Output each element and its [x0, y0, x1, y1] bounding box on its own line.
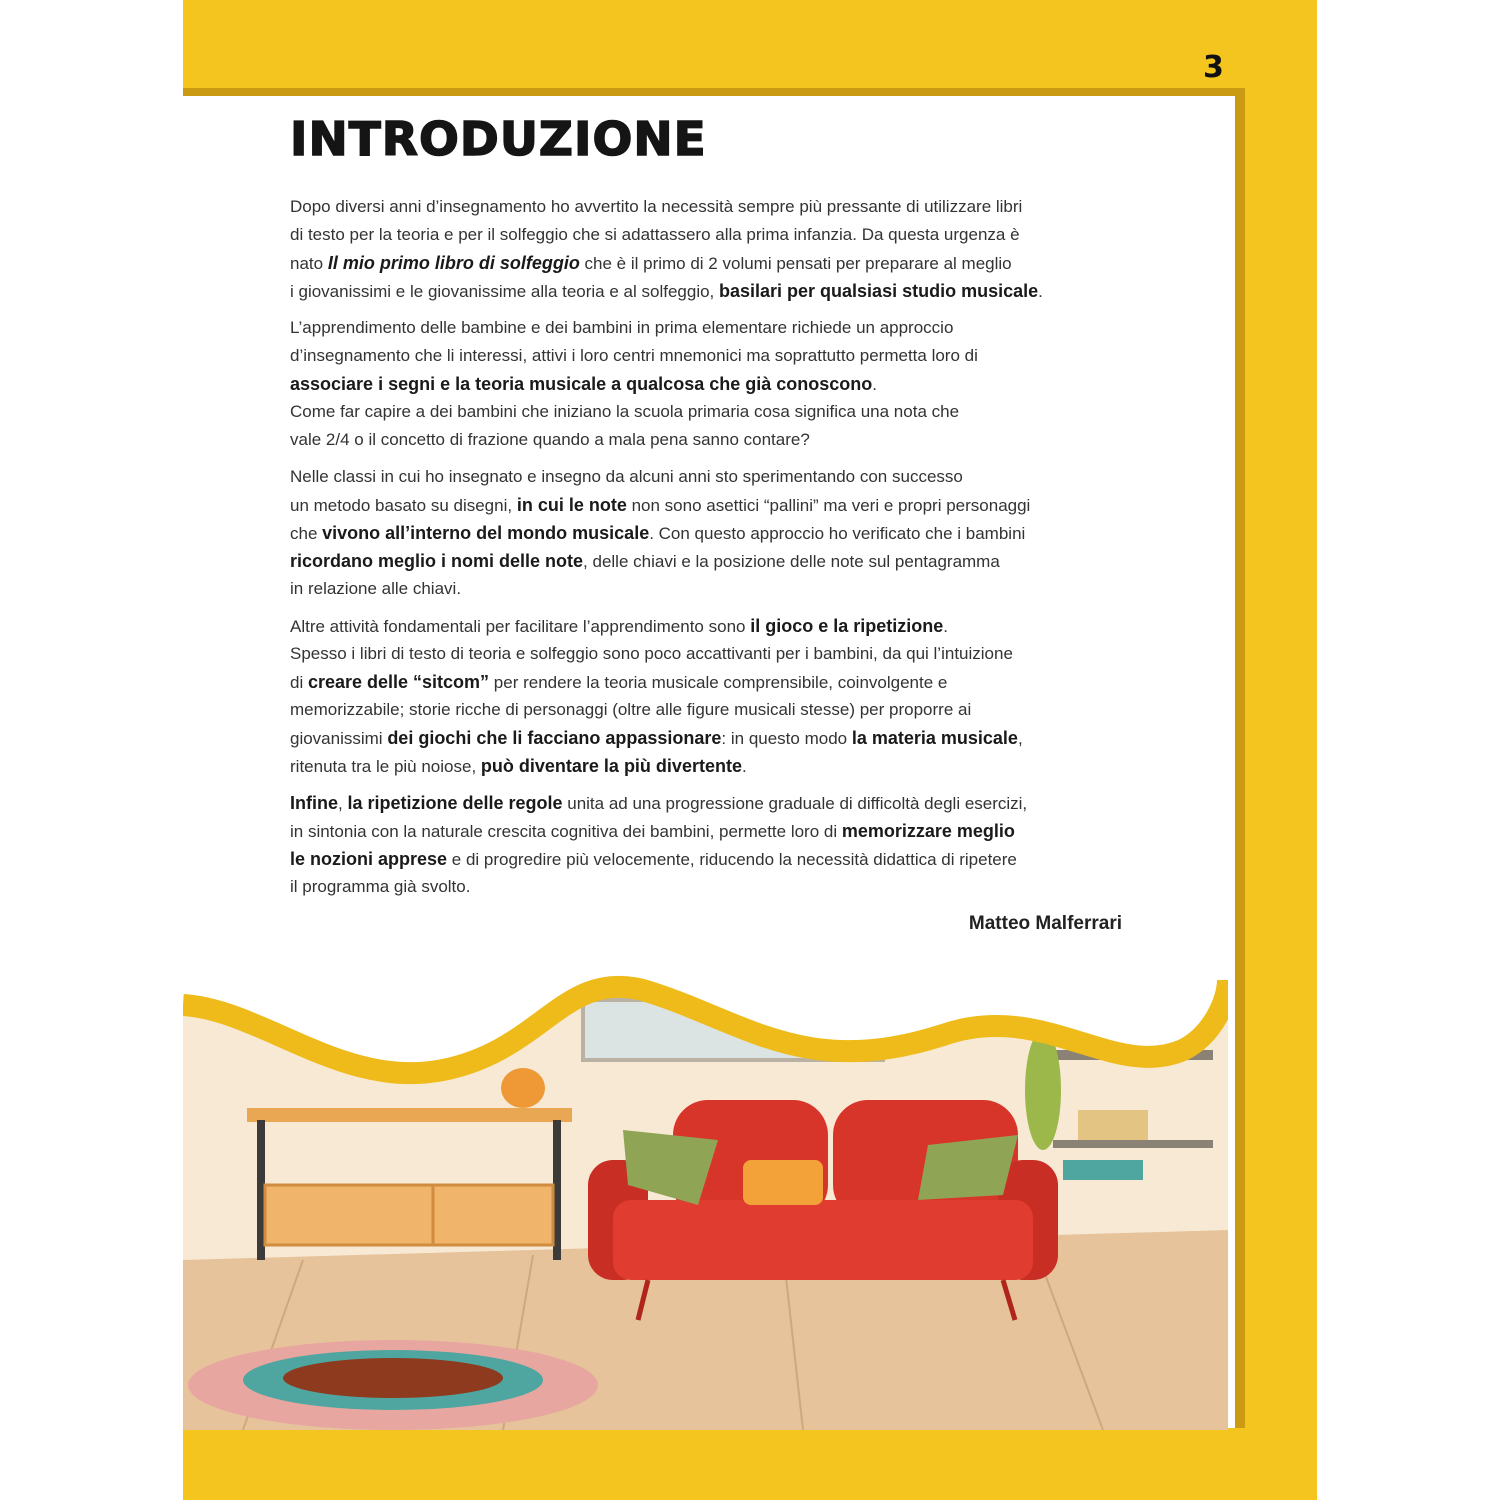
text-line	[290, 463, 1210, 491]
toy-car	[743, 1160, 823, 1205]
text-segment: di	[290, 673, 308, 692]
teapot	[501, 1068, 545, 1108]
emphasis-text: vivono all’interno del mondo musicale	[322, 523, 650, 543]
text-line	[290, 696, 1210, 724]
text-line	[290, 640, 1210, 668]
text-segment: i giovanissimi e le giovanissime alla teoria e al solfeggio,	[290, 282, 719, 301]
text-line	[290, 277, 1210, 305]
emphasis-text: basilari per qualsiasi studio musicale	[719, 281, 1039, 301]
plant	[1025, 1030, 1061, 1150]
introduction-text	[290, 193, 1210, 910]
emphasis-text: associare i segni e la teoria musicale a qualcosa che già conoscono	[290, 374, 873, 394]
text-segment: nato	[290, 254, 328, 273]
text-segment: d’insegnamento che li interessi, attivi i loro centri mnemonici ma soprattutto permetta loro di	[290, 346, 978, 365]
text-segment: e di progredire più velocemente, riducendo la necessità didattica di ripetere	[447, 850, 1017, 869]
emphasis-text: la materia musicale	[851, 728, 1018, 748]
text-line	[290, 724, 1210, 752]
text-line	[290, 547, 1210, 575]
text-segment: che è il primo di 2 volumi pensati per preparare al meglio	[579, 254, 1012, 273]
text-segment: , delle chiavi e la posizione delle note sul pentagramma	[583, 552, 1000, 571]
emphasis-text: creare delle “sitcom”	[307, 672, 490, 692]
text-line	[290, 575, 1210, 603]
text-segment: giovanissimi	[290, 729, 388, 748]
text-segment: .	[872, 375, 877, 394]
text-segment: in relazione alle chiavi.	[290, 579, 462, 598]
paragraph	[290, 612, 1210, 780]
text-segment: .	[943, 617, 948, 636]
page-number: 3	[1203, 50, 1224, 85]
text-line	[290, 668, 1210, 696]
text-line	[290, 873, 1210, 901]
text-segment: . Con questo approccio ho verificato che i bambini	[649, 524, 1026, 543]
text-segment: unita ad una progressione graduale di difficoltà degli esercizi,	[562, 794, 1028, 813]
text-segment: .	[741, 757, 747, 776]
emphasis-text: memorizzare meglio	[841, 821, 1015, 841]
books	[1078, 1110, 1148, 1140]
text-line	[290, 370, 1210, 398]
text-line	[290, 817, 1210, 845]
text-line	[290, 789, 1210, 817]
living-room-illustration	[183, 960, 1228, 1430]
emphasis-text: ricordano meglio i nomi delle note	[290, 551, 584, 571]
text-segment: Nelle classi in cui ho insegnato e insegno da alcuni anni sto sperimentando con successo	[290, 467, 963, 486]
emphasis-text: Il mio primo libro di solfeggio	[327, 253, 580, 273]
text-segment: memorizzabile; storie ricche di personaggi (oltre alle figure musicali stesse) per proporre ai	[290, 700, 972, 719]
page-title: INTRODUZIONE	[290, 112, 707, 166]
paragraph	[290, 193, 1210, 305]
text-line	[290, 491, 1210, 519]
emphasis-text: in cui le note	[516, 495, 627, 515]
text-segment: Dopo diversi anni d’insegnamento ho avvertito la necessità sempre più pressante di utilizzare libri	[290, 197, 1023, 216]
emphasis-text: può diventare la più divertente	[480, 756, 742, 776]
text-segment: vale 2/4 o il concetto di frazione quando a mala pena sanno contare?	[290, 430, 810, 449]
text-segment: in sintonia con la naturale crescita cognitiva dei bambini, permette loro di	[290, 822, 842, 841]
text-line	[290, 249, 1210, 277]
text-line	[290, 845, 1210, 873]
text-segment: Spesso i libri di testo di teoria e solfeggio sono poco accattivanti per i bambini, da qui l’intuizione	[290, 644, 1013, 663]
text-segment: .	[1038, 282, 1043, 301]
emphasis-text: le nozioni apprese	[290, 849, 448, 869]
rug	[188, 1340, 598, 1430]
text-line	[290, 221, 1210, 249]
text-segment: ,	[1017, 729, 1023, 748]
text-segment: il programma già svolto.	[290, 877, 471, 896]
text-line	[290, 426, 1210, 454]
text-line	[290, 752, 1210, 780]
text-line	[290, 342, 1210, 370]
paragraph	[290, 789, 1210, 901]
text-segment: ritenuta tra le più noiose,	[290, 757, 481, 776]
text-segment: che	[290, 524, 323, 543]
text-line	[290, 193, 1210, 221]
emphasis-text: il gioco e la ripetizione	[750, 616, 944, 636]
text-segment: di testo per la teoria e per il solfeggio che si adattassero alla prima infanzia. Da questa urgenza è	[290, 225, 1020, 244]
text-line	[290, 519, 1210, 547]
text-segment: Come far capire a dei bambini che iniziano la scuola primaria cosa significa una nota che	[290, 402, 960, 421]
emphasis-text: dei giochi che li facciano appassionare	[387, 728, 722, 748]
author-signature: Matteo Malferrari	[968, 913, 1122, 934]
emphasis-text: Infine	[290, 793, 338, 813]
text-segment: non sono asettici “pallini” ma veri e propri personaggi	[626, 496, 1031, 515]
paragraph	[290, 463, 1210, 603]
text-segment: per rendere la teoria musicale comprensibile, coinvolgente e	[489, 673, 948, 692]
text-line	[290, 314, 1210, 342]
text-segment: ,	[338, 794, 348, 813]
paragraph	[290, 314, 1210, 454]
text-line	[290, 612, 1210, 640]
text-segment: : in questo modo	[721, 729, 852, 748]
text-line	[290, 398, 1210, 426]
emphasis-text: la ripetizione delle regole	[347, 793, 563, 813]
text-segment: un metodo basato su disegni,	[290, 496, 517, 515]
text-segment: Altre attività fondamentali per facilitare l’apprendimento sono	[290, 617, 751, 636]
text-segment: L’apprendimento delle bambine e dei bambini in prima elementare richiede un approccio	[290, 318, 954, 337]
